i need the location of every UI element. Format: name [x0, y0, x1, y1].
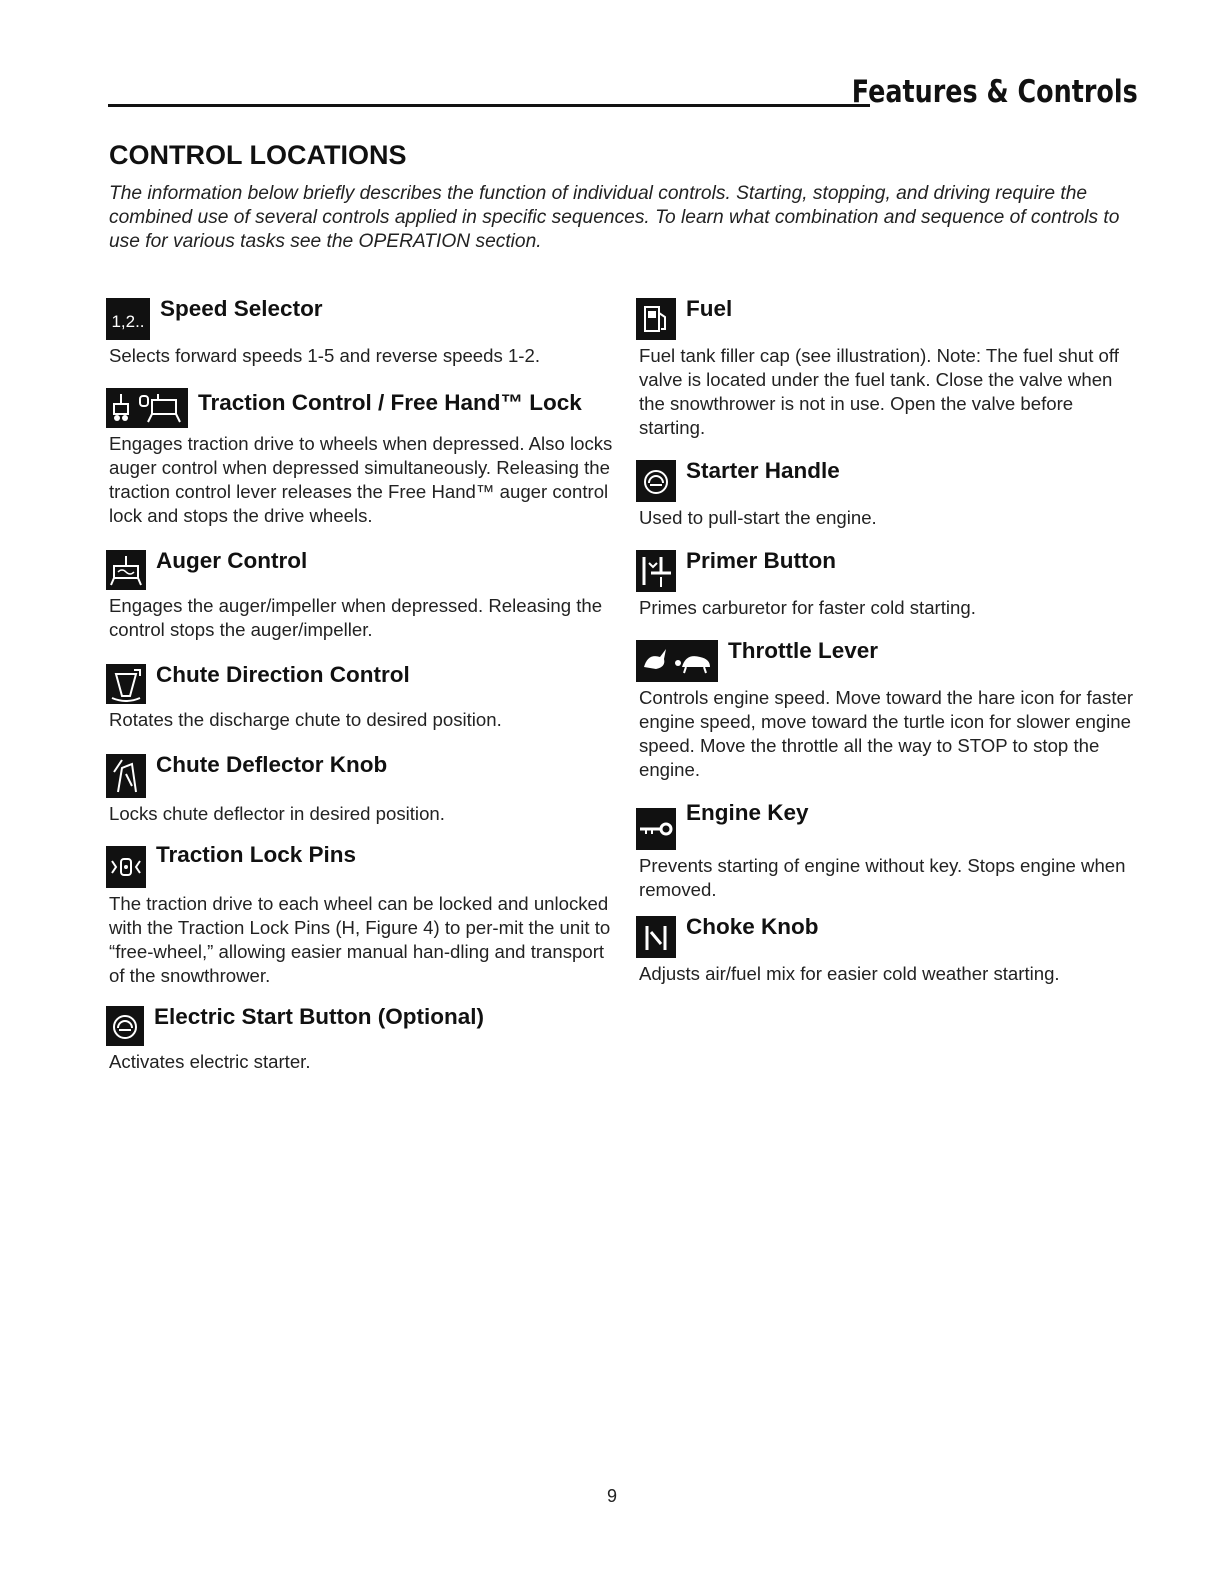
engine-key-item	[636, 800, 1136, 902]
fuel-icon	[636, 298, 676, 340]
auger-control-icon	[106, 550, 146, 590]
throttle-lever-item	[636, 638, 1136, 782]
traction-control-desc: Engages traction drive to wheels when depressed. Also locks auger control when depressed simultaneously. Releasing the traction control lever releases the Free Hand™ auger control lock and stops the drive wheels.	[109, 433, 613, 526]
chute-deflector-icon	[106, 754, 146, 798]
primer-button-title: Primer Button	[686, 548, 837, 573]
chute-deflector-item	[106, 752, 616, 826]
speed-selector-desc: Selects forward speeds 1-5 and reverse speeds 1-2.	[109, 345, 540, 366]
traction-control-item	[106, 386, 616, 528]
chute-deflector-desc: Locks chute deflector in desired position.	[109, 803, 445, 824]
electric-start-desc: Activates electric starter.	[109, 1051, 311, 1072]
primer-button-desc: Primes carburetor for faster cold starting.	[639, 597, 976, 618]
throttle-lever-desc: Controls engine speed. Move toward the hare icon for faster engine speed, move toward the turtle icon for slower engine speed. Move the throttle all the way to STOP to stop the engine.	[639, 687, 1134, 780]
choke-knob-desc: Adjusts air/fuel mix for easier cold weather starting.	[639, 963, 1060, 984]
chute-direction-title: Chute Direction Control	[156, 662, 410, 687]
starter-handle-desc: Used to pull-start the engine.	[639, 507, 877, 528]
engine-key-title: Engine Key	[686, 800, 809, 825]
starter-handle-item	[636, 458, 1136, 530]
traction-lock-pins-icon	[106, 846, 146, 888]
auger-control-item	[106, 548, 616, 642]
header-rule	[108, 104, 870, 107]
fuel-desc: Fuel tank filler cap (see illustration). Note: The fuel shut off valve is located under the fuel tank. Close the valve when the snowthrower is not in use. Open the valve before starting.	[639, 345, 1119, 438]
electric-start-title: Electric Start Button (Optional)	[154, 1004, 485, 1029]
section-intro: The information below briefly describes the function of individual controls. Starting, stopping, and driving require the combined use of several controls applied in specific sequences. To learn what combination and sequence of controls to use for various tasks see the OPERATION section.	[109, 183, 1120, 252]
choke-knob-icon	[636, 916, 676, 958]
header-title: Features & Controls	[852, 74, 1138, 110]
chute-deflector-title: Chute Deflector Knob	[156, 752, 388, 777]
speed-selector-icon: 1,2..	[106, 298, 150, 340]
auger-control-desc: Engages the auger/impeller when depressed. Releasing the control stops the auger/impeller.	[109, 595, 603, 640]
electric-start-item	[106, 1004, 616, 1074]
starter-handle-icon	[636, 460, 676, 502]
traction-control-title: Traction Control / Free Hand™ Lock	[198, 390, 582, 415]
section-title: CONTROL LOCATIONS	[109, 140, 407, 170]
speed-selector-title: Speed Selector	[160, 296, 323, 321]
throttle-lever-title: Throttle Lever	[728, 638, 879, 663]
traction-lock-pins-desc: The traction drive to each wheel can be locked and unlocked with the Traction Lock Pins (H, Figure 4) to per-mit the unit to “free-wheel,” allowing easier manual han-dling and transport of the snowthrower.	[109, 893, 611, 986]
starter-handle-title: Starter Handle	[686, 458, 840, 483]
speed-selector-item	[106, 296, 616, 368]
auger-control-title: Auger Control	[156, 548, 308, 573]
choke-knob-item	[636, 914, 1136, 986]
traction-lock-pins-title: Traction Lock Pins	[156, 842, 357, 867]
choke-knob-title: Choke Knob	[686, 914, 819, 939]
page-number: 9	[606, 1486, 617, 1506]
traction-lock-pins-item	[106, 842, 616, 988]
primer-button-icon	[636, 550, 676, 592]
primer-button-item	[636, 548, 1136, 620]
chute-direction-desc: Rotates the discharge chute to desired position.	[109, 709, 502, 730]
throttle-lever-icon	[636, 640, 718, 682]
fuel-title: Fuel	[686, 296, 733, 321]
chute-direction-item	[106, 662, 616, 732]
traction-control-icon	[106, 388, 188, 428]
engine-key-icon	[636, 808, 676, 850]
electric-start-icon	[106, 1006, 144, 1046]
engine-key-desc: Prevents starting of engine without key. Stops engine when removed.	[639, 855, 1126, 900]
chute-direction-icon	[106, 664, 146, 704]
fuel-item	[636, 296, 1136, 440]
